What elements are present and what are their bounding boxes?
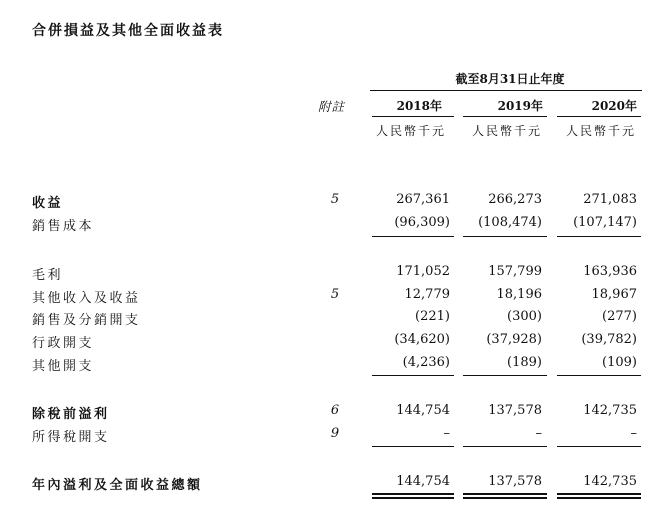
value-2018: 171,052 <box>396 264 450 279</box>
value-2019: (108,474) <box>478 215 542 230</box>
year-header-2018: 2018年 <box>396 99 442 113</box>
unit-label-2020: 人民幣千元 <box>565 124 636 138</box>
subtotal-rule <box>557 446 641 447</box>
value-2019: 18,196 <box>496 287 542 302</box>
value-2019: (37,928) <box>486 332 542 347</box>
unit-label-2019: 人民幣千元 <box>471 124 542 138</box>
row-label: 其他收入及收益 <box>32 291 141 306</box>
table-row <box>0 474 666 492</box>
total-double-rule <box>463 493 547 499</box>
value-2019: 157,799 <box>488 264 542 279</box>
table-row <box>0 287 666 305</box>
row-label: 銷售及分銷開支 <box>32 313 141 328</box>
value-2018: 144,754 <box>396 403 450 418</box>
subtotal-rule <box>372 236 454 237</box>
table-row <box>0 403 666 421</box>
year-underline-2018 <box>372 116 454 117</box>
value-2020: 18,967 <box>591 287 637 302</box>
value-2020: (109) <box>602 355 637 370</box>
value-2020: (107,147) <box>573 215 637 230</box>
subtotal-rule <box>463 446 547 447</box>
note-column-header: 附註 <box>318 99 346 114</box>
row-note: 5 <box>330 192 340 207</box>
subtotal-rule <box>557 236 641 237</box>
period-header: 截至8月31日止年度 <box>455 72 565 86</box>
row-note: 9 <box>330 426 340 441</box>
row-label: 行政開支 <box>32 336 95 351</box>
period-underline <box>370 90 642 91</box>
value-2018: 267,361 <box>396 192 450 207</box>
row-label: 除稅前溢利 <box>32 407 110 422</box>
row-label: 其他開支 <box>32 359 95 374</box>
subtotal-rule <box>372 446 454 447</box>
row-label: 收益 <box>32 196 64 211</box>
value-2018: (96,309) <box>394 215 450 230</box>
value-2020: 142,735 <box>583 403 637 418</box>
value-2018: (4,236) <box>402 355 450 370</box>
year-underline-2020 <box>557 116 641 117</box>
table-row <box>0 192 666 210</box>
total-double-rule <box>372 493 454 499</box>
table-row <box>0 332 666 350</box>
row-label: 年內溢利及全面收益總額 <box>32 478 203 493</box>
row-label: 銷售成本 <box>32 219 95 234</box>
year-header-2020: 2020年 <box>591 99 637 113</box>
year-underline-2019 <box>463 116 547 117</box>
value-2019: 266,273 <box>488 192 542 207</box>
value-2020: (39,782) <box>581 332 637 347</box>
value-2019: 137,578 <box>488 403 542 418</box>
subtotal-rule <box>463 236 547 237</box>
value-2018: (34,620) <box>394 332 450 347</box>
row-note: 6 <box>330 403 340 418</box>
value-2018: – <box>443 426 450 441</box>
value-2019: (189) <box>507 355 542 370</box>
value-2019: – <box>535 426 542 441</box>
value-2018: 12,779 <box>404 287 450 302</box>
table-row <box>0 355 666 373</box>
unit-label-2018: 人民幣千元 <box>375 124 446 138</box>
table-row <box>0 309 666 327</box>
row-label: 所得稅開支 <box>32 430 110 445</box>
total-double-rule <box>557 493 641 499</box>
row-label: 毛利 <box>32 268 64 283</box>
table-row <box>0 264 666 282</box>
value-2019: 137,578 <box>488 474 542 489</box>
statement-title: 合併損益及其他全面收益表 <box>32 23 224 39</box>
value-2018: (221) <box>415 309 450 324</box>
subtotal-rule <box>372 375 454 376</box>
value-2020: 271,083 <box>583 192 637 207</box>
value-2020: 142,735 <box>583 474 637 489</box>
value-2018: 144,754 <box>396 474 450 489</box>
year-header-2019: 2019年 <box>497 99 543 113</box>
value-2020: 163,936 <box>583 264 637 279</box>
table-row <box>0 215 666 233</box>
value-2019: (300) <box>507 309 542 324</box>
value-2020: (277) <box>602 309 637 324</box>
subtotal-rule <box>463 375 547 376</box>
table-row <box>0 426 666 444</box>
value-2020: – <box>630 426 637 441</box>
subtotal-rule <box>557 375 641 376</box>
row-note: 5 <box>330 287 340 302</box>
